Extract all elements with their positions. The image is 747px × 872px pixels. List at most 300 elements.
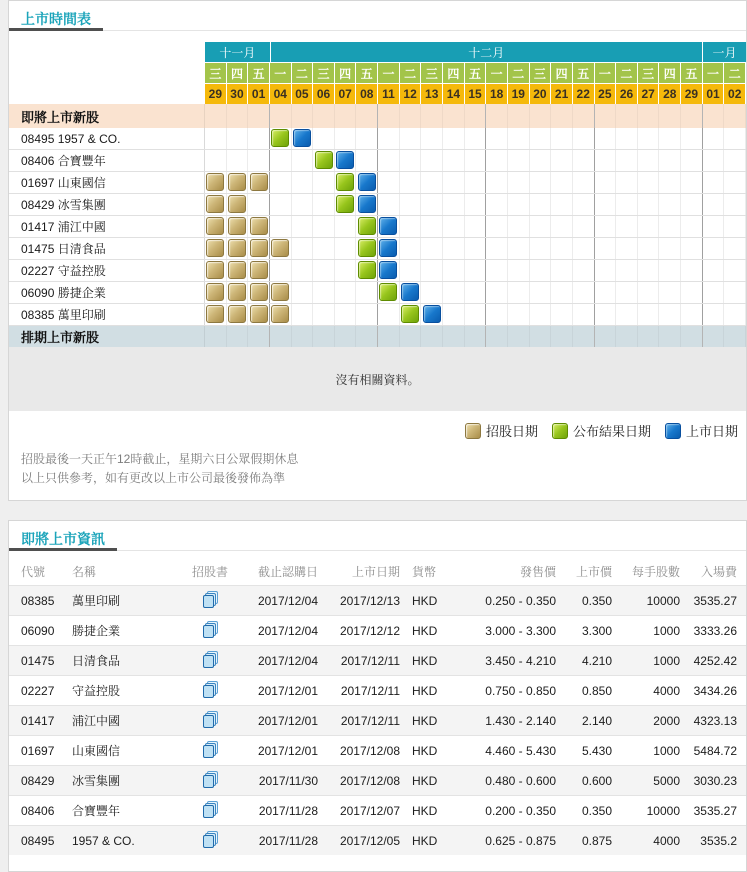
grid-cell	[659, 150, 681, 171]
grid-cell	[551, 150, 573, 171]
listing-date-marker	[293, 129, 311, 147]
grid-cell	[724, 104, 746, 128]
grid-cell	[724, 216, 746, 237]
result-date-marker	[315, 151, 333, 169]
offer-price: 3.000 - 3.300	[485, 623, 556, 638]
grid-cell	[378, 104, 400, 128]
section-scheduled-label: 排期上市新股	[9, 326, 205, 347]
grid-cell	[400, 238, 422, 259]
stock-code: 08429	[21, 773, 55, 788]
grid-cell	[638, 282, 660, 303]
stock-code: 01417	[21, 713, 55, 728]
grid-cell	[659, 172, 681, 193]
table-row	[9, 586, 746, 616]
grid-cell	[508, 128, 530, 149]
currency: HKD	[412, 833, 438, 848]
month-cell: 十一月	[205, 42, 271, 62]
grid-cell	[335, 172, 357, 193]
stacked-pages-icon[interactable]	[202, 801, 219, 818]
grid-cell	[681, 260, 703, 281]
grid-cell	[551, 304, 573, 325]
grid-cell	[400, 172, 422, 193]
listing-price: 3.300	[581, 623, 612, 638]
grid-cell	[638, 172, 660, 193]
gantt-row-label: 08495 1957 & CO.	[9, 128, 205, 149]
stacked-pages-icon[interactable]	[202, 681, 219, 698]
stock-code: 06090	[21, 623, 55, 638]
grid-cell	[724, 260, 746, 281]
stacked-pages-icon[interactable]	[202, 711, 219, 728]
info-title: 即將上市資訊	[9, 521, 117, 551]
gantt-row-label: 08385 萬里印刷	[9, 304, 205, 325]
gantt-row-grid	[205, 260, 746, 281]
weekday-cell: 四	[335, 63, 357, 83]
footnote-line: 招股最後一天正午12時截止，星期六日公眾假期休息	[21, 452, 299, 466]
grid-cell	[465, 238, 487, 259]
gantt-row-08406	[9, 150, 746, 172]
entry-fee: 4323.13	[693, 713, 737, 728]
grid-cell	[659, 304, 681, 325]
grid-cell	[421, 104, 443, 128]
grid-cell	[681, 104, 703, 128]
gantt-row-label: 06090 勝捷企業	[9, 282, 205, 303]
grid-cell	[270, 304, 292, 325]
grid-cell	[313, 238, 335, 259]
lot-size: 1000	[653, 743, 680, 758]
grid-cell	[335, 238, 357, 259]
offer-date-marker	[228, 283, 246, 301]
entry-fee: 3434.26	[693, 683, 737, 698]
grid-cell	[270, 282, 292, 303]
date-cells	[205, 84, 746, 104]
grid-cell	[530, 304, 552, 325]
listing-date: 2017/12/05	[339, 833, 400, 848]
grid-cell	[616, 172, 638, 193]
grid-cell	[573, 304, 595, 325]
grid-cell	[421, 128, 443, 149]
grid-cell	[595, 260, 617, 281]
result-date-marker	[358, 261, 376, 279]
offer-price: 0.250 - 0.350	[485, 593, 556, 608]
grid-cell	[703, 238, 725, 259]
column-header: 代號	[21, 564, 46, 579]
grid-cell	[443, 194, 465, 215]
close-date: 2017/11/30	[258, 773, 318, 788]
stacked-pages-icon[interactable]	[202, 651, 219, 668]
offer-date-marker	[206, 173, 224, 191]
currency: HKD	[412, 683, 438, 698]
grid-cell	[443, 216, 465, 237]
grid-cell	[378, 128, 400, 149]
stock-code: 08385	[21, 593, 55, 608]
column-header: 入場費	[700, 564, 737, 579]
grid-cell	[227, 304, 249, 325]
grid-cell	[205, 282, 227, 303]
prospectus-cell	[184, 706, 236, 736]
close-date: 2017/12/04	[257, 593, 318, 608]
grid-cell	[356, 194, 378, 215]
grid-cell	[292, 260, 314, 281]
section-upcoming-label: 即將上市新股	[9, 104, 205, 128]
stock-name: 日清食品	[72, 654, 121, 668]
grid-cell	[227, 150, 249, 171]
listing-date: 2017/12/11	[340, 683, 400, 698]
weekday-cell: 三	[638, 63, 660, 83]
gantt-row-grid	[205, 150, 746, 171]
grid-cell	[227, 216, 249, 237]
grid-cell	[638, 260, 660, 281]
offer-date-marker	[228, 261, 246, 279]
date-cell: 06	[313, 84, 335, 104]
grid-cell	[421, 260, 443, 281]
offer-date-marker	[228, 217, 246, 235]
prospectus-cell	[184, 586, 236, 616]
stock-name: 勝捷企業	[72, 624, 121, 638]
grid-cell	[205, 172, 227, 193]
offer-date-marker	[271, 239, 289, 257]
gantt-stock-rows	[9, 128, 746, 326]
grid-cell	[530, 128, 552, 149]
currency: HKD	[412, 623, 438, 638]
grid-cell	[421, 172, 443, 193]
grid-cell	[681, 172, 703, 193]
grid-cell	[443, 282, 465, 303]
grid-cell	[465, 128, 487, 149]
grid-cell	[227, 326, 249, 347]
grid-cell	[292, 194, 314, 215]
listing-date: 2017/12/08	[339, 743, 400, 758]
legend-item-offer	[465, 421, 538, 440]
grid-cell	[270, 128, 292, 149]
grid-cell	[400, 194, 422, 215]
weekday-cell: 一	[486, 63, 508, 83]
table-header-row	[9, 557, 746, 586]
listing-date-marker	[358, 195, 376, 213]
listing-legend-swatch-icon	[665, 423, 681, 439]
grid-cell	[508, 194, 530, 215]
grid-cell	[378, 260, 400, 281]
listing-price: 2.140	[581, 713, 612, 728]
stacked-pages-icon[interactable]	[202, 591, 219, 608]
grid-cell	[573, 150, 595, 171]
grid-cell	[551, 282, 573, 303]
stacked-pages-icon[interactable]	[202, 621, 219, 638]
table-row	[9, 646, 746, 676]
grid-cell	[465, 172, 487, 193]
grid-cell	[421, 150, 443, 171]
grid-cell	[313, 260, 335, 281]
grid-cell	[248, 304, 270, 325]
grid-cell	[443, 326, 465, 347]
grid-cell	[724, 194, 746, 215]
grid-cell	[703, 260, 725, 281]
grid-cell	[616, 216, 638, 237]
section-upcoming-ipo	[9, 104, 746, 128]
weekday-cell: 四	[227, 63, 249, 83]
currency: HKD	[412, 593, 438, 608]
grid-cell	[681, 282, 703, 303]
grid-cell	[638, 326, 660, 347]
grid-cell	[551, 216, 573, 237]
grid-cell	[530, 260, 552, 281]
lot-size: 4000	[653, 683, 680, 698]
entry-fee: 3535.27	[693, 593, 737, 608]
date-cell: 12	[400, 84, 422, 104]
stock-code: 01697	[21, 743, 55, 758]
prospectus-cell	[184, 646, 236, 676]
gantt-row-06090	[9, 282, 746, 304]
grid-cell	[530, 194, 552, 215]
gantt-label-spacer	[9, 42, 205, 62]
close-date: 2017/12/01	[257, 683, 318, 698]
grid-cell	[724, 326, 746, 347]
grid-cell	[313, 304, 335, 325]
table-row	[9, 706, 746, 736]
grid-cell	[205, 260, 227, 281]
grid-cell	[465, 104, 487, 128]
grid-cell	[335, 216, 357, 237]
weekday-cell: 三	[421, 63, 443, 83]
entry-fee: 4252.42	[693, 653, 737, 668]
grid-cell	[659, 104, 681, 128]
weekday-cell: 五	[248, 63, 270, 83]
grid-cell	[356, 282, 378, 303]
grid-cell	[595, 282, 617, 303]
grid-cell	[400, 260, 422, 281]
grid-cell	[486, 104, 508, 128]
listing-date: 2017/12/11	[340, 653, 400, 668]
grid-cell	[724, 128, 746, 149]
result-legend-swatch-icon	[552, 423, 568, 439]
grid-cell	[292, 326, 314, 347]
weekday-cells	[205, 63, 746, 83]
offer-date-marker	[228, 239, 246, 257]
grid-cell	[703, 282, 725, 303]
grid-cell	[724, 172, 746, 193]
info-panel-head	[9, 521, 746, 551]
gantt-row-grid	[205, 304, 746, 325]
prospectus-cell	[184, 676, 236, 706]
gantt-label-spacer	[9, 84, 205, 104]
date-cell: 21	[551, 84, 573, 104]
timetable-footnotes	[9, 442, 746, 500]
grid-cell	[703, 172, 725, 193]
grid-cell	[573, 260, 595, 281]
grid-cell	[595, 128, 617, 149]
grid-cell	[292, 150, 314, 171]
grid-cell	[205, 304, 227, 325]
close-date: 2017/12/01	[257, 743, 318, 758]
grid-cell	[292, 282, 314, 303]
date-cell: 14	[443, 84, 465, 104]
grid-cell	[616, 304, 638, 325]
result-date-marker	[336, 173, 354, 191]
grid-cell	[335, 128, 357, 149]
gantt-row-grid	[205, 216, 746, 237]
listing-date: 2017/12/12	[339, 623, 400, 638]
weekday-cell: 二	[724, 63, 746, 83]
grid-cell	[595, 104, 617, 128]
grid-cell	[313, 194, 335, 215]
grid-cell	[313, 216, 335, 237]
grid-cell	[270, 260, 292, 281]
date-cell: 29	[205, 84, 227, 104]
calendar-weekday-row	[9, 63, 746, 83]
offer-date-marker	[206, 195, 224, 213]
legend-item-listing	[665, 421, 738, 440]
column-header: 截止認購日	[257, 564, 318, 579]
grid-cell	[270, 238, 292, 259]
grid-cell	[703, 150, 725, 171]
grid-cell	[530, 238, 552, 259]
grid-cell	[465, 326, 487, 347]
listing-price: 0.850	[581, 683, 612, 698]
stock-name: 萬里印刷	[72, 594, 121, 608]
grid-cell	[400, 216, 422, 237]
legend-label: 招股日期	[485, 424, 538, 439]
grid-cell	[227, 128, 249, 149]
grid-cell	[270, 194, 292, 215]
grid-cell	[703, 216, 725, 237]
offer-date-marker	[250, 173, 268, 191]
grid-cell	[205, 150, 227, 171]
grid-cell	[400, 326, 422, 347]
section-upcoming-grid	[205, 104, 746, 128]
grid-cell	[595, 172, 617, 193]
stacked-pages-icon[interactable]	[202, 831, 219, 848]
listing-date-marker	[336, 151, 354, 169]
prospectus-cell	[184, 736, 236, 766]
grid-cell	[573, 128, 595, 149]
grid-cell	[703, 104, 725, 128]
stock-code: 02227	[21, 683, 55, 698]
grid-cell	[595, 304, 617, 325]
stock-name: 合寶豐年	[72, 804, 121, 818]
grid-cell	[313, 104, 335, 128]
stock-code: 01475	[21, 653, 55, 668]
grid-cell	[595, 216, 617, 237]
offer-price: 0.200 - 0.350	[485, 803, 556, 818]
section-scheduled-grid	[205, 326, 746, 347]
grid-cell	[400, 128, 422, 149]
date-cell: 22	[573, 84, 595, 104]
table-row	[9, 766, 746, 796]
grid-cell	[551, 238, 573, 259]
table-row	[9, 616, 746, 646]
stacked-pages-icon[interactable]	[202, 771, 219, 788]
gantt-row-01697	[9, 172, 746, 194]
grid-cell	[573, 282, 595, 303]
weekday-cell: 一	[270, 63, 292, 83]
column-header: 名稱	[72, 564, 97, 579]
close-date: 2017/12/04	[257, 653, 318, 668]
date-cell: 08	[356, 84, 378, 104]
grid-cell	[292, 238, 314, 259]
gantt-row-02227	[9, 260, 746, 282]
grid-cell	[638, 304, 660, 325]
grid-cell	[486, 128, 508, 149]
grid-cell	[248, 104, 270, 128]
grid-cell	[659, 326, 681, 347]
listing-gantt-chart	[9, 42, 746, 411]
gantt-row-label: 01697 山東國信	[9, 172, 205, 193]
grid-cell	[595, 150, 617, 171]
grid-cell	[573, 326, 595, 347]
stacked-pages-icon[interactable]	[202, 741, 219, 758]
grid-cell	[681, 194, 703, 215]
grid-cell	[421, 194, 443, 215]
lot-size: 2000	[653, 713, 680, 728]
column-header: 上市日期	[351, 564, 400, 579]
grid-cell	[205, 238, 227, 259]
grid-cell	[356, 216, 378, 237]
offer-date-marker	[206, 283, 224, 301]
grid-cell	[313, 282, 335, 303]
currency: HKD	[412, 773, 438, 788]
grid-cell	[508, 260, 530, 281]
grid-cell	[638, 238, 660, 259]
weekday-cell: 二	[508, 63, 530, 83]
grid-cell	[292, 216, 314, 237]
grid-cell	[638, 104, 660, 128]
weekday-cell: 二	[292, 63, 314, 83]
grid-cell	[400, 104, 422, 128]
grid-cell	[335, 104, 357, 128]
weekday-cell: 四	[551, 63, 573, 83]
close-date: 2017/12/04	[257, 623, 318, 638]
grid-cell	[724, 238, 746, 259]
grid-cell	[400, 304, 422, 325]
lot-size: 1000	[653, 623, 680, 638]
offer-date-marker	[206, 217, 224, 235]
grid-cell	[508, 238, 530, 259]
calendar-month-row	[9, 42, 746, 62]
grid-cell	[508, 216, 530, 237]
grid-cell	[638, 128, 660, 149]
grid-cell	[335, 194, 357, 215]
grid-cell	[270, 216, 292, 237]
grid-cell	[530, 172, 552, 193]
grid-cell	[335, 326, 357, 347]
grid-cell	[227, 282, 249, 303]
grid-cell	[659, 282, 681, 303]
grid-cell	[616, 260, 638, 281]
grid-cell	[465, 304, 487, 325]
close-date: 2017/11/28	[258, 833, 318, 848]
listing-date-marker	[379, 239, 397, 257]
grid-cell	[227, 104, 249, 128]
grid-cell	[335, 282, 357, 303]
grid-cell	[292, 128, 314, 149]
grid-cell	[616, 128, 638, 149]
gantt-row-grid	[205, 172, 746, 193]
grid-cell	[530, 216, 552, 237]
date-cell: 05	[292, 84, 314, 104]
lot-size: 5000	[653, 773, 680, 788]
grid-cell	[486, 172, 508, 193]
timetable-panel-head	[9, 1, 746, 31]
currency: HKD	[412, 803, 438, 818]
grid-cell	[573, 194, 595, 215]
date-cell: 28	[659, 84, 681, 104]
grid-cell	[703, 326, 725, 347]
grid-cell	[313, 150, 335, 171]
gantt-row-08495	[9, 128, 746, 150]
grid-cell	[421, 304, 443, 325]
weekday-cell: 一	[378, 63, 400, 83]
stock-name: 守益控股	[72, 684, 121, 698]
stock-code: 08495	[21, 833, 55, 848]
